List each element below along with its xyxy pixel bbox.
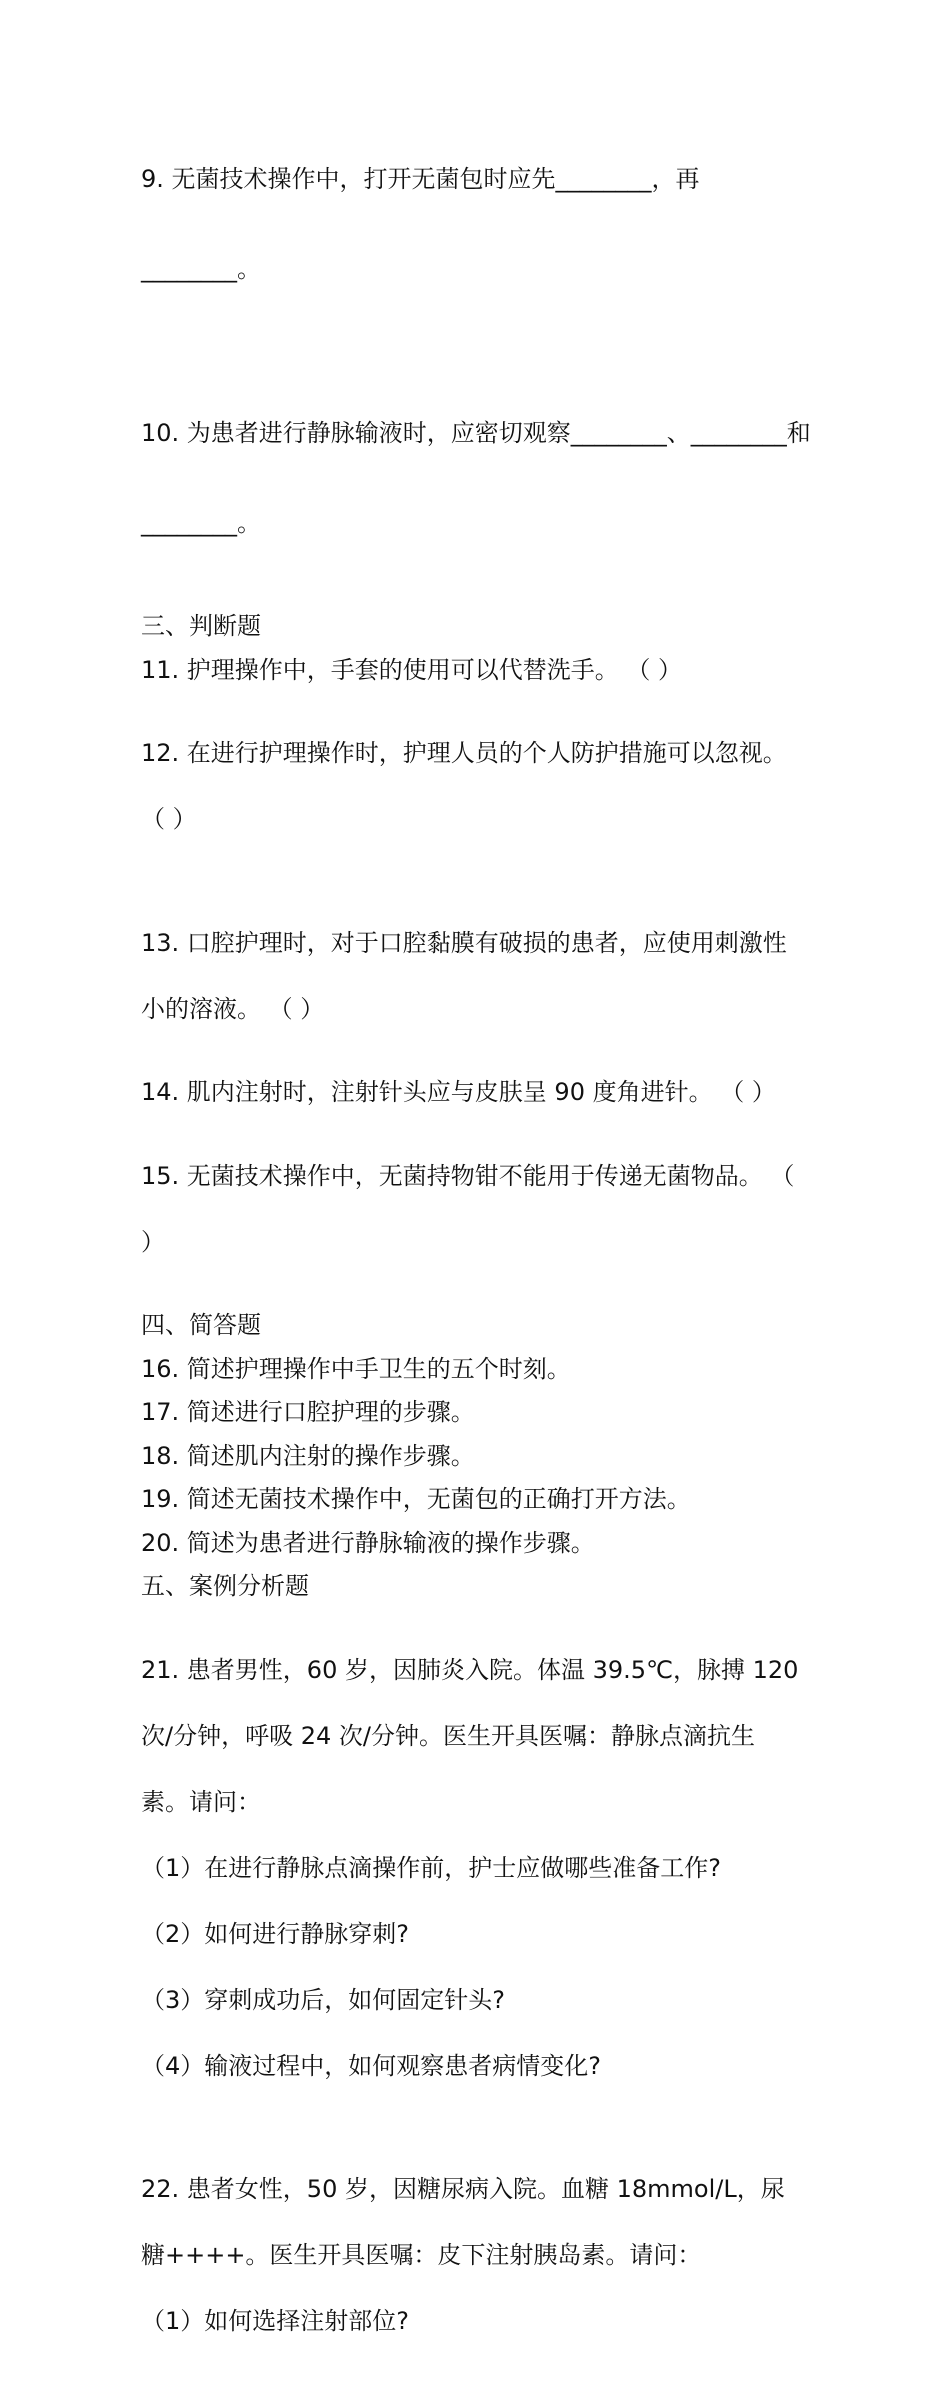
question-18: 18. 简述肌内注射的操作步骤。 (141, 1441, 475, 1470)
question-22-sub-1: （1）如何选择注射部位? (141, 2307, 410, 2335)
question-10-line-2: ________。 (141, 508, 261, 537)
document-body (141, 104, 813, 2390)
question-21 (141, 1615, 813, 2121)
question-13 (141, 888, 813, 1064)
question-21-sub-4: （4）输液过程中，如何观察患者病情变化? (141, 2051, 602, 2080)
question-13-line-2: 小的溶液。 （ ） (141, 994, 325, 1023)
question-9-line-2: ________。 (141, 255, 261, 283)
question-13-line-1: 13. 口腔护理时，对于口腔黏膜有破损的患者，应使用刺激性 (141, 928, 787, 957)
question-20: 20. 简述为患者进行静脉输液的操作步骤。 (141, 1528, 595, 1557)
question-12-line-2: （ ） (141, 805, 197, 833)
question-12-line-1: 12. 在进行护理操作时，护理人员的个人防护措施可以忽视。 (141, 739, 787, 767)
question-9-line-1: 9. 无菌技术操作中，打开无菌包时应先________，再 (141, 165, 700, 193)
question-21-sub-2: （2）如何进行静脉穿刺? (141, 1919, 410, 1948)
question-10-line-1: 10. 为患者进行静脉输液时，应密切观察________、________和 (141, 418, 811, 447)
question-21-line-2: 次/分钟，呼吸 24 次/分钟。医生开具医嘱：静脉点滴抗生 (141, 1721, 755, 1750)
question-21-line-3: 素。请问： (141, 1787, 261, 1816)
question-15 (141, 1121, 813, 1297)
question-12 (141, 698, 813, 874)
question-21-sub-1: （1）在进行静脉点滴操作前，护士应做哪些准备工作? (141, 1853, 722, 1882)
question-9 (141, 104, 813, 344)
section-3-heading: 三、判断题 (141, 612, 261, 640)
question-22 (141, 2134, 813, 2376)
question-19: 19. 简述无菌技术操作中，无菌包的正确打开方法。 (141, 1485, 691, 1513)
question-21-line-1: 21. 患者男性，60 岁，因肺炎入院。体温 39.5℃，脉搏 120 (141, 1655, 799, 1684)
question-16: 16. 简述护理操作中手卫生的五个时刻。 (141, 1354, 571, 1383)
question-11: 11. 护理操作中，手套的使用可以代替洗手。 （ ） (141, 655, 683, 684)
section-4-heading: 四、简答题 (141, 1311, 261, 1339)
question-17: 17. 简述进行口腔护理的步骤。 (141, 1398, 475, 1426)
question-21-sub-3: （3）穿刺成功后，如何固定针头? (141, 1985, 506, 2014)
question-14: 14. 肌内注射时，注射针头应与皮肤呈 90 度角进针。 （ ） (141, 1078, 776, 1106)
question-15-line-1: 15. 无菌技术操作中，无菌持物钳不能用于传递无菌物品。 （ (141, 1161, 795, 1190)
question-10 (141, 358, 813, 598)
section-5-heading: 五、案例分析题 (141, 1572, 309, 1600)
question-15-line-2: ） (141, 1227, 165, 1256)
question-22-line-2: 糖++++。医生开具医嘱：皮下注射胰岛素。请问： (141, 2241, 702, 2269)
question-22-line-1: 22. 患者女性，50 岁，因糖尿病入院。血糖 18mmol/L，尿 (141, 2175, 785, 2203)
